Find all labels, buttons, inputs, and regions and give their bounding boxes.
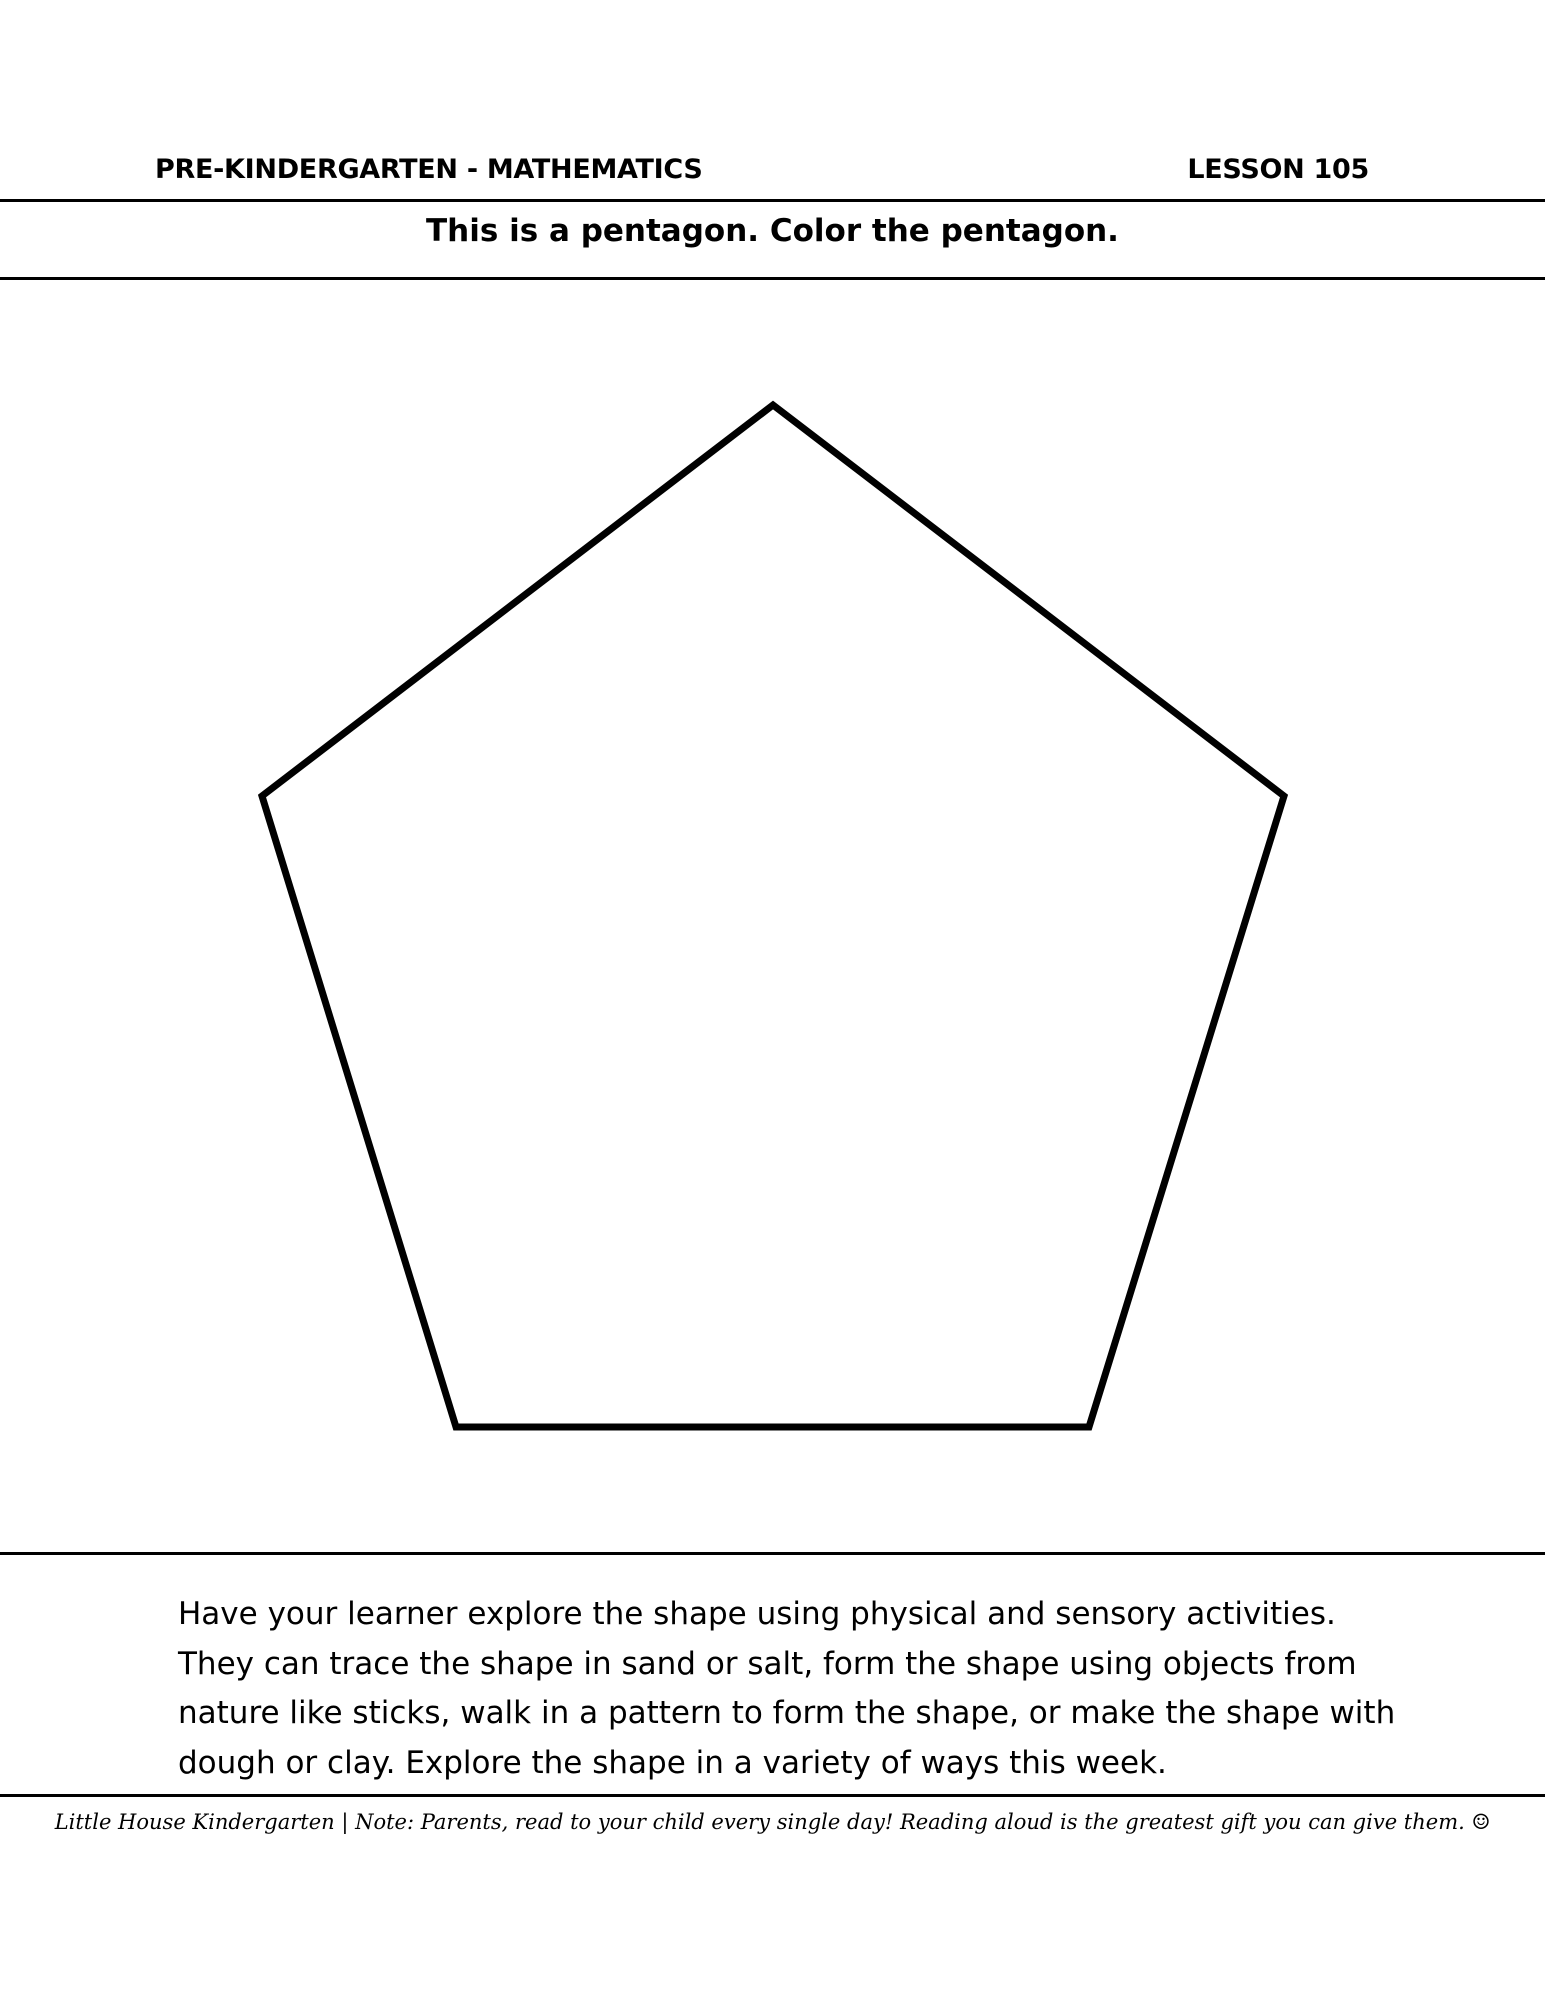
footer-divider (0, 1794, 1545, 1797)
footer-note: Little House Kindergarten | Note: Parents, read to your child every single day! Reading aloud is the greatest gift you can give them. ☺ (54, 1810, 1491, 1834)
note-divider-top (0, 1552, 1545, 1555)
instruction-text: This is a pentagon. Color the pentagon. (426, 213, 1119, 249)
parent-note: Have your learner explore the shape using physical and sensory activities. They can trace the shape in sand or salt, form the shape using objects from nature like sticks, walk in a pattern to form the shape, or make the shape with dough or clay. Explore the shape in a variety of ways this week. (178, 1596, 1396, 1781)
pentagon-outline (262, 405, 1284, 1427)
lesson-number: LESSON 105 (1187, 154, 1369, 185)
course-title: PRE-KINDERGARTEN - MATHEMATICS (155, 154, 703, 185)
